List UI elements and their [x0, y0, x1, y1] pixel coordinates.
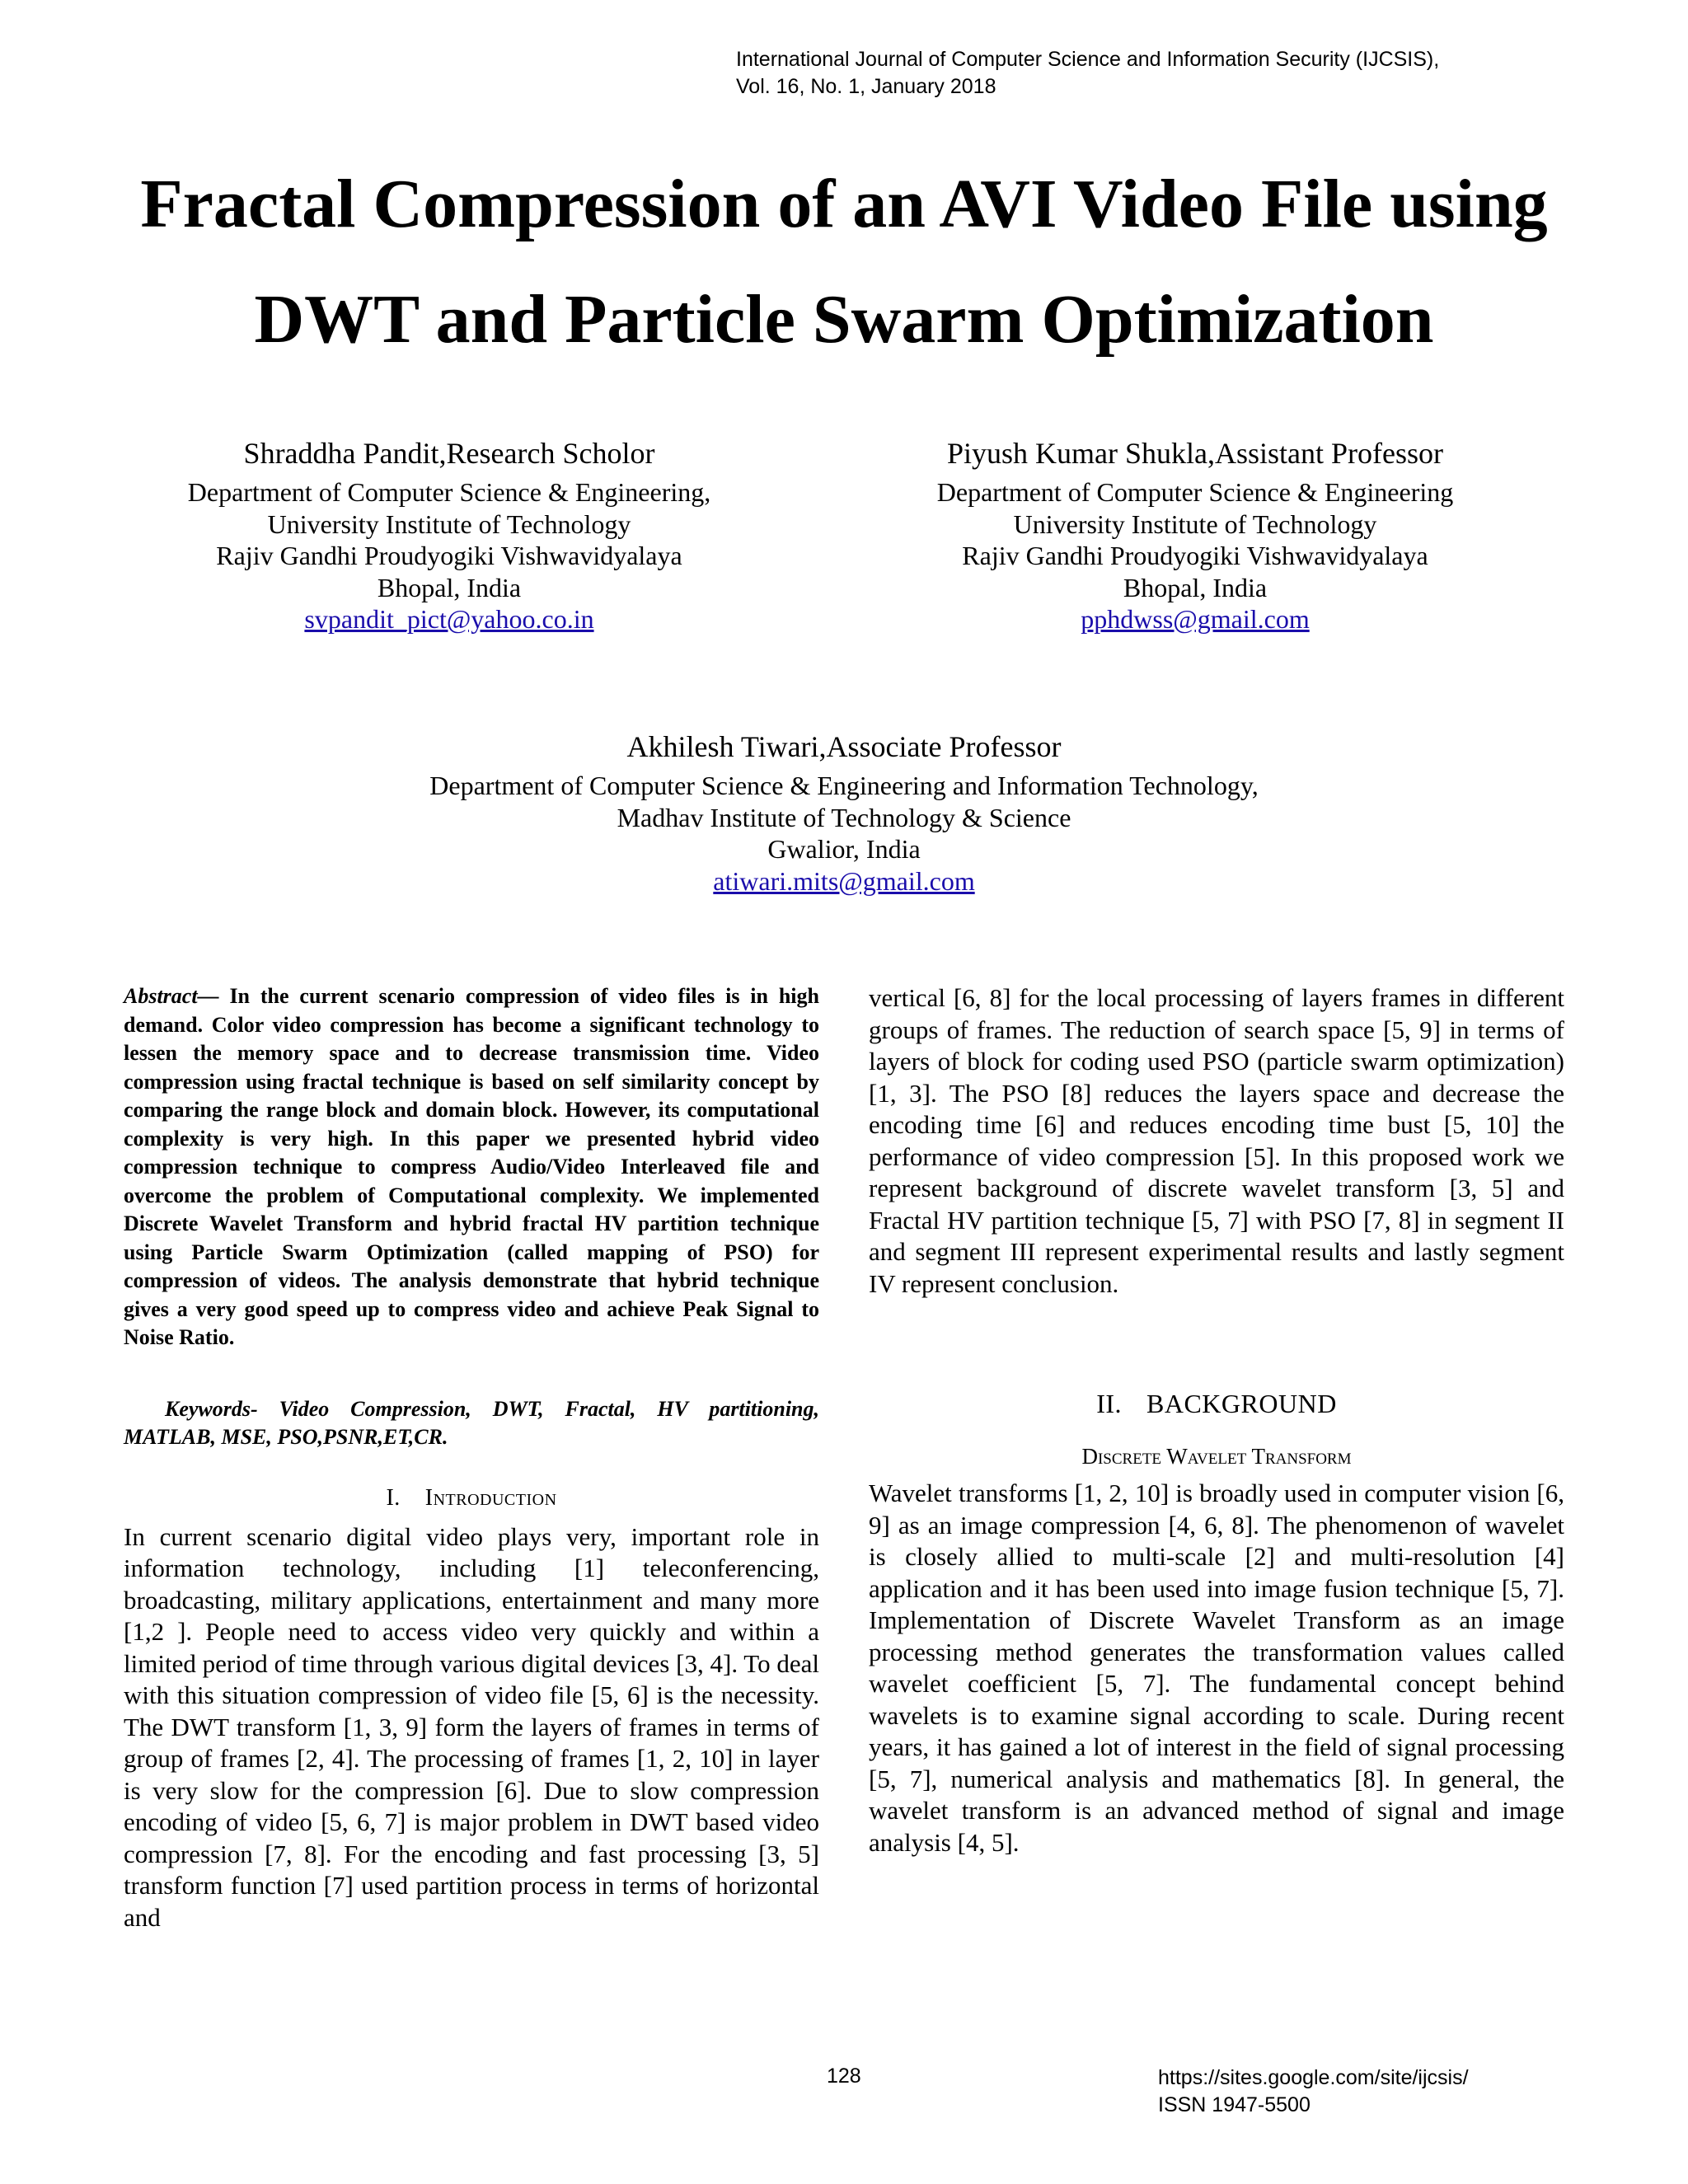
- author-email-link[interactable]: atiwari.mits@gmail.com: [713, 865, 975, 896]
- abstract-text: In the current scenario compression of video files is in high demand. Color video compression has become a significant technology to lessen the memory space and to decrease transmission time. Video compression using fractal technique is based on self similarity concept by comparing the range block and domain block. However, its computational complexity is very high. In this paper we presented hybrid video compression technique to compress Audio/Video Interleaved file and overcome the problem of Computational complexity. We implemented Discrete Wavelet Transform and hybrid fractal HV partition technique using Particle Swarm Optimization (called mapping of PSO) for compression of videos. The analysis demonstrate that hybrid technique gives a very good speed up to compress video and achieve Peak Signal to Noise Ratio.: [124, 984, 819, 1349]
- author-name: Shraddha Pandit,Research Scholor: [243, 437, 655, 470]
- title-line-1: Fractal Compression of an AVI Video File using: [140, 166, 1548, 242]
- author-block-1: [115, 435, 783, 635]
- background-text: Wavelet transforms [1, 2, 10] is broadly used in computer vision [6, 9] as an image compression [4, 6, 8]. The phenomenon of wavelet is closely allied to multi-scale [2] and multi-resolution [4] application and it has been used into image fusion technique [5, 7]. Implementation of Discrete Wavelet Transform as an image processing method generates the transformation values called wavelet coefficient [5, 7]. The fundamental concept behind wavelets is to examine signal according to scale. During recent years, it has gained a lot of interest in the field of signal processing [5, 7], numerical analysis and mathematics [8]. In general, the wavelet transform is an advanced method of signal and image analysis [4, 5].: [869, 1479, 1564, 1857]
- author-city: Gwalior, India: [767, 834, 921, 864]
- title-line-2: DWT and Particle Swarm Optimization: [254, 281, 1434, 358]
- keywords: Keywords- Video Compression, DWT, Fractal, HV partitioning, MATLAB, MSE, PSO,PSNR,ET,CR.: [124, 1396, 819, 1449]
- section-heading-background: [869, 1389, 1564, 1418]
- section-number: I.: [386, 1484, 401, 1511]
- author-department: Department of Computer Science & Engineering,: [187, 477, 711, 507]
- section-title: BACKGROUND: [1146, 1389, 1337, 1418]
- footer-issn: ISSN 1947-5500: [1158, 2093, 1311, 2116]
- right-column: [869, 982, 1564, 1858]
- footer-info: [1158, 2064, 1469, 2119]
- section-title: Introduction: [424, 1484, 557, 1511]
- author-email-link[interactable]: pphdwss@gmail.com: [1081, 604, 1310, 634]
- author-name: Piyush Kumar Shukla,Assistant Professor: [947, 437, 1443, 470]
- author-department: Department of Computer Science & Engineering: [936, 477, 1454, 507]
- author-institute: University Institute of Technology: [267, 509, 631, 539]
- journal-name: International Journal of Computer Science and Information Security (IJCSIS),: [736, 48, 1440, 71]
- author-institute: University Institute of Technology: [1013, 509, 1377, 539]
- author-name: Akhilesh Tiwari,Associate Professor: [626, 730, 1062, 763]
- author-institute: Madhav Institute of Technology & Science: [617, 802, 1071, 832]
- subsection-heading: Discrete Wavelet Transform: [1081, 1444, 1352, 1469]
- left-column: [124, 982, 819, 1933]
- abstract-lead: Abstract—: [124, 984, 219, 1008]
- introduction-text: In current scenario digital video plays very, important role in information technology, including [1] teleconferencing, broadcasting, military applications, entertainment and many more [1,2 ]. People need to access video very quickly and within a limited period of time through various digital devices [3, 4]. To deal with this situation compression of video file [5, 6] is the necessity. The DWT transform [1, 3, 9] form the layers of frames in terms of group of frames [2, 4]. The processing of frames [1, 2, 10] in layer is very slow for the compression [6]. Due to slow compression encoding of video [5, 6, 7] is major problem in DWT based video compression [7, 8]. For the encoding and fast processing [3, 5] transform function [7] used partition process in terms of horizontal and: [124, 1521, 819, 1932]
- paper-title: [0, 147, 1688, 377]
- author-university: Rajiv Gandhi Proudyogiki Vishwavidyalaya: [216, 541, 682, 570]
- author-city: Bhopal, India: [1123, 572, 1268, 602]
- page-number: 128: [827, 2064, 861, 2088]
- footer-site-url: https://sites.google.com/site/ijcsis/: [1158, 2066, 1469, 2089]
- author-block-2: [861, 435, 1529, 635]
- author-city: Bhopal, India: [377, 572, 522, 602]
- journal-header: [736, 46, 1439, 101]
- author-department: Department of Computer Science & Engineering and Information Technology,: [429, 771, 1259, 800]
- journal-issue: Vol. 16, No. 1, January 2018: [736, 75, 996, 98]
- author-university: Rajiv Gandhi Proudyogiki Vishwavidyalaya: [962, 541, 1428, 570]
- author-email-link[interactable]: svpandit_pict@yahoo.co.in: [304, 604, 594, 634]
- author-block-3: [308, 729, 1380, 897]
- section-number: II.: [1096, 1389, 1122, 1418]
- section-heading-introduction: [124, 1483, 819, 1513]
- abstract: [124, 982, 819, 1352]
- introduction-text-continued: vertical [6, 8] for the local processing of layers frames in different groups of frames. The reduction of search space [5, 9] in terms of layers of block for coding used PSO (particle swarm optimization) [1, 3]. The PSO [8] reduces the layers space and decrease the encoding time [6] and reduces encoding time bust [5, 10] the performance of video compression [5]. In this proposed work we represent background of discrete wavelet transform [3, 5] and Fractal HV partition technique [5, 7] with PSO [7, 8] in segment II and segment III represent experimental results and lastly segment IV represent conclusion.: [869, 983, 1564, 1298]
